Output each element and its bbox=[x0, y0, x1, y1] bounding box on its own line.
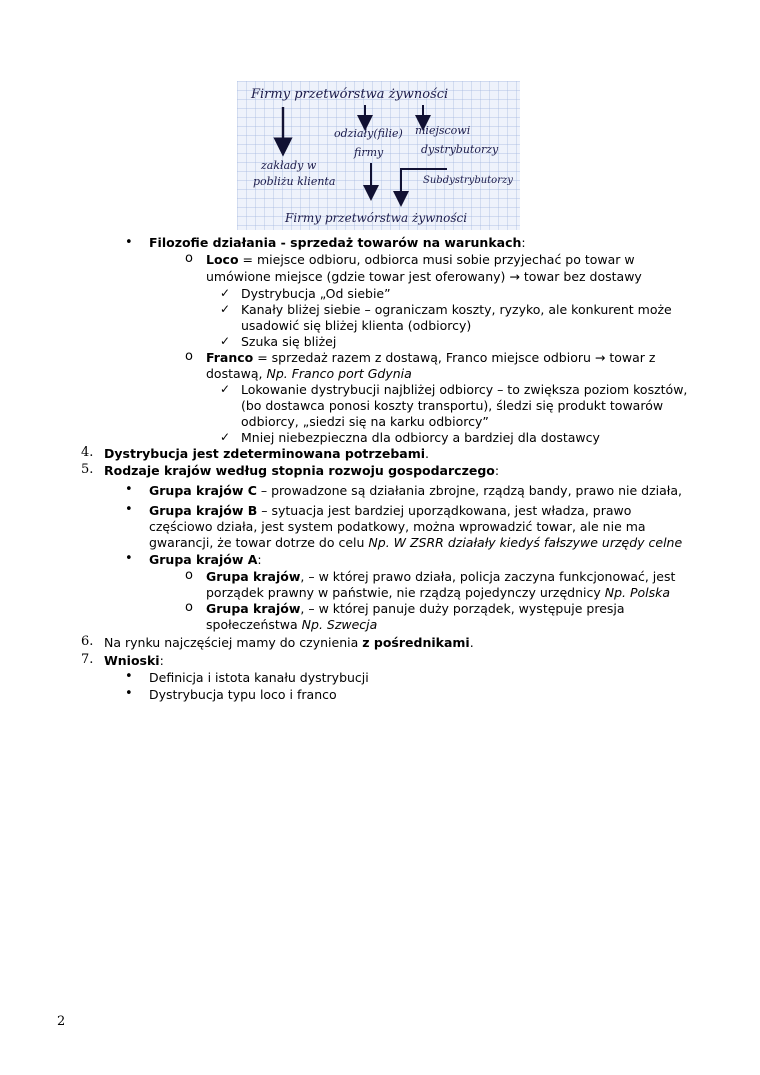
check-icon: ✓ bbox=[220, 334, 231, 348]
point-7 bbox=[104, 653, 164, 669]
page-number: 2 bbox=[57, 1014, 66, 1029]
franco-text-1b: towar z bbox=[605, 350, 656, 365]
point-5 bbox=[104, 463, 499, 479]
diagram-label-miejscowi: miejscowi bbox=[415, 124, 471, 137]
arrow-icon: → bbox=[509, 269, 520, 284]
list-number: 7. bbox=[81, 652, 94, 667]
franco-item-2: Mniej niebezpieczna dla odbiorcy a bardziej dla dostawcy bbox=[241, 430, 600, 445]
grupa-b-line-3-text: gwarancji, że towar dotrze do celu bbox=[149, 535, 369, 550]
grupa-a-term: Grupa krajów A bbox=[149, 552, 258, 567]
point-4-end: . bbox=[425, 446, 429, 461]
point-5-text: Rodzaje krajów według stopnia rozwoju gospodarczego bbox=[104, 463, 495, 478]
grupa-a-sub-2-term: Grupa krajów bbox=[206, 601, 301, 616]
franco-line-1 bbox=[206, 350, 655, 366]
diagram-label-sub: Subdystrybutorzy bbox=[423, 175, 513, 186]
grupa-b-line-2: częściowo działa, jest system podatkowy, można wprowadzić towar, ale nie ma bbox=[149, 519, 646, 534]
bullet-mark: • bbox=[125, 686, 133, 701]
point-5-end: : bbox=[494, 463, 500, 478]
wnioski-item-1: Definicja i istota kanału dystrybucji bbox=[149, 670, 369, 685]
bullet-mark: • bbox=[125, 482, 133, 497]
grupa-a-sub-2-text: , – w której panuje duży porządek, występuje presja bbox=[300, 601, 625, 616]
arrow-icon: → bbox=[594, 350, 606, 365]
diagram-label-blisko: pobliżu klienta bbox=[253, 175, 336, 188]
diagram-label-firmy: firmy bbox=[354, 146, 384, 159]
grupa-a-sub-1-line-2-text: porządek prawny w państwie, nie rządzą pojedynczy urzędnicy bbox=[206, 585, 605, 600]
franco-line-2 bbox=[206, 366, 412, 382]
diagram-label-dzialy: odziały(filie) bbox=[334, 127, 403, 140]
diagram-label-bottom: Firmy przetwórstwa żywności bbox=[285, 211, 468, 225]
loco-item-2-cont: usadowić się bliżej klienta (odbiorcy) bbox=[241, 318, 472, 333]
point-4 bbox=[104, 446, 429, 462]
franco-text-1: = sprzedaż razem z dostawą, Franco miejsce odbioru bbox=[253, 350, 595, 365]
loco-item-1: Dystrybucja „Od siebie” bbox=[241, 286, 391, 301]
filozofie-heading bbox=[149, 235, 526, 251]
loco-line-1 bbox=[206, 252, 635, 268]
point-6-text: Na rynku najczęściej mamy do czynienia bbox=[104, 635, 363, 650]
grupa-a-end: : bbox=[257, 552, 262, 567]
point-6 bbox=[104, 635, 474, 651]
loco-text-1: = miejsce odbioru, odbiorca musi sobie przyjechać po towar w bbox=[238, 252, 635, 267]
bullet-mark: • bbox=[125, 669, 133, 684]
point-7-text: Wnioski bbox=[104, 653, 160, 668]
grupa-b-line-1 bbox=[149, 503, 631, 519]
grupa-a-sub-2-line-1 bbox=[206, 601, 625, 617]
grupa-a-sub-1-line-1 bbox=[206, 569, 675, 585]
point-4-text: Dystrybucja jest zdeterminowana potrzebami bbox=[104, 446, 426, 461]
grupa-a-sub-1-line-2 bbox=[206, 585, 670, 601]
wnioski-item-2: Dystrybucja typu loco i franco bbox=[149, 687, 337, 702]
filozofie-title: Filozofie działania - sprzedaż towarów na warunkach bbox=[149, 235, 522, 250]
filozofie-colon: : bbox=[521, 235, 526, 250]
diagram-label-dystrybutorzy: dystrybutorzy bbox=[421, 143, 499, 156]
grupa-a-sub-1-example: Np. Polska bbox=[604, 585, 671, 600]
loco-item-3: Szuka się bliżej bbox=[241, 334, 337, 349]
list-number: 4. bbox=[81, 445, 94, 460]
grupa-c bbox=[149, 483, 682, 499]
circle-mark: o bbox=[185, 251, 193, 266]
franco-example: Np. Franco port Gdynia bbox=[266, 366, 412, 381]
loco-text-2: umówione miejsce (gdzie towar jest oferowany) bbox=[206, 269, 510, 284]
diagram-label-top: Firmy przetwórstwa żywności bbox=[251, 87, 449, 102]
grupa-b-term: Grupa krajów B bbox=[149, 503, 258, 518]
franco-item-1-cont-a: (bo dostawca ponosi koszty transportu), śledzi się produkt towarów bbox=[241, 398, 664, 413]
check-icon: ✓ bbox=[220, 382, 231, 396]
bullet-mark: • bbox=[125, 235, 133, 250]
list-number: 6. bbox=[81, 634, 94, 649]
grid-paper-svg bbox=[237, 81, 520, 230]
franco-term: Franco bbox=[206, 350, 254, 365]
bullet-mark: • bbox=[125, 502, 133, 517]
grupa-b-example: Np. W ZSRR działały kiedyś fałszywe urzędy celne bbox=[368, 535, 683, 550]
grupa-b-line-3 bbox=[149, 535, 682, 551]
loco-text-2b: towar bez dostawy bbox=[519, 269, 642, 284]
handwritten-diagram-image bbox=[237, 81, 520, 230]
grupa-a bbox=[149, 552, 262, 568]
circle-mark: o bbox=[185, 349, 193, 364]
loco-line-2 bbox=[206, 269, 642, 285]
bullet-mark: • bbox=[125, 551, 133, 566]
grupa-a-sub-2-line-2 bbox=[206, 617, 377, 633]
point-6-bold: z pośrednikami bbox=[362, 635, 470, 650]
diagram-label-zaklady: zakłady w bbox=[261, 159, 317, 172]
loco-term: Loco bbox=[206, 252, 239, 267]
check-icon: ✓ bbox=[220, 302, 231, 316]
grupa-c-term: Grupa krajów C bbox=[149, 483, 257, 498]
list-number: 5. bbox=[81, 462, 94, 477]
grupa-a-sub-2-line-2-text: społeczeństwa bbox=[206, 617, 302, 632]
check-icon: ✓ bbox=[220, 430, 231, 444]
circle-mark: o bbox=[185, 568, 193, 583]
grupa-c-text: – prowadzone są działania zbrojne, rządzą bandy, prawo nie działa, bbox=[256, 483, 682, 498]
franco-item-1: Lokowanie dystrybucji najbliżej odbiorcy – to zwiększa poziom kosztów, bbox=[241, 382, 688, 397]
franco-text-2: dostawą, bbox=[206, 366, 267, 381]
franco-item-1-cont-b: odbiorcy, „siedzi się na karku odbiorcy” bbox=[241, 414, 489, 429]
check-icon: ✓ bbox=[220, 286, 231, 300]
grupa-b-text: – sytuacja jest bardziej uporządkowana, jest władza, prawo bbox=[257, 503, 632, 518]
grupa-a-sub-2-example: Np. Szwecja bbox=[301, 617, 378, 632]
point-6-end: . bbox=[469, 635, 474, 650]
point-7-end: : bbox=[159, 653, 164, 668]
loco-item-2: Kanały bliżej siebie – ograniczam koszty, ryzyko, ale konkurent może bbox=[241, 302, 672, 317]
grupa-a-sub-1-text: , – w której prawo działa, policja zaczyna funkcjonować, jest bbox=[300, 569, 676, 584]
grupa-a-sub-1-term: Grupa krajów bbox=[206, 569, 301, 584]
circle-mark: o bbox=[185, 600, 193, 615]
